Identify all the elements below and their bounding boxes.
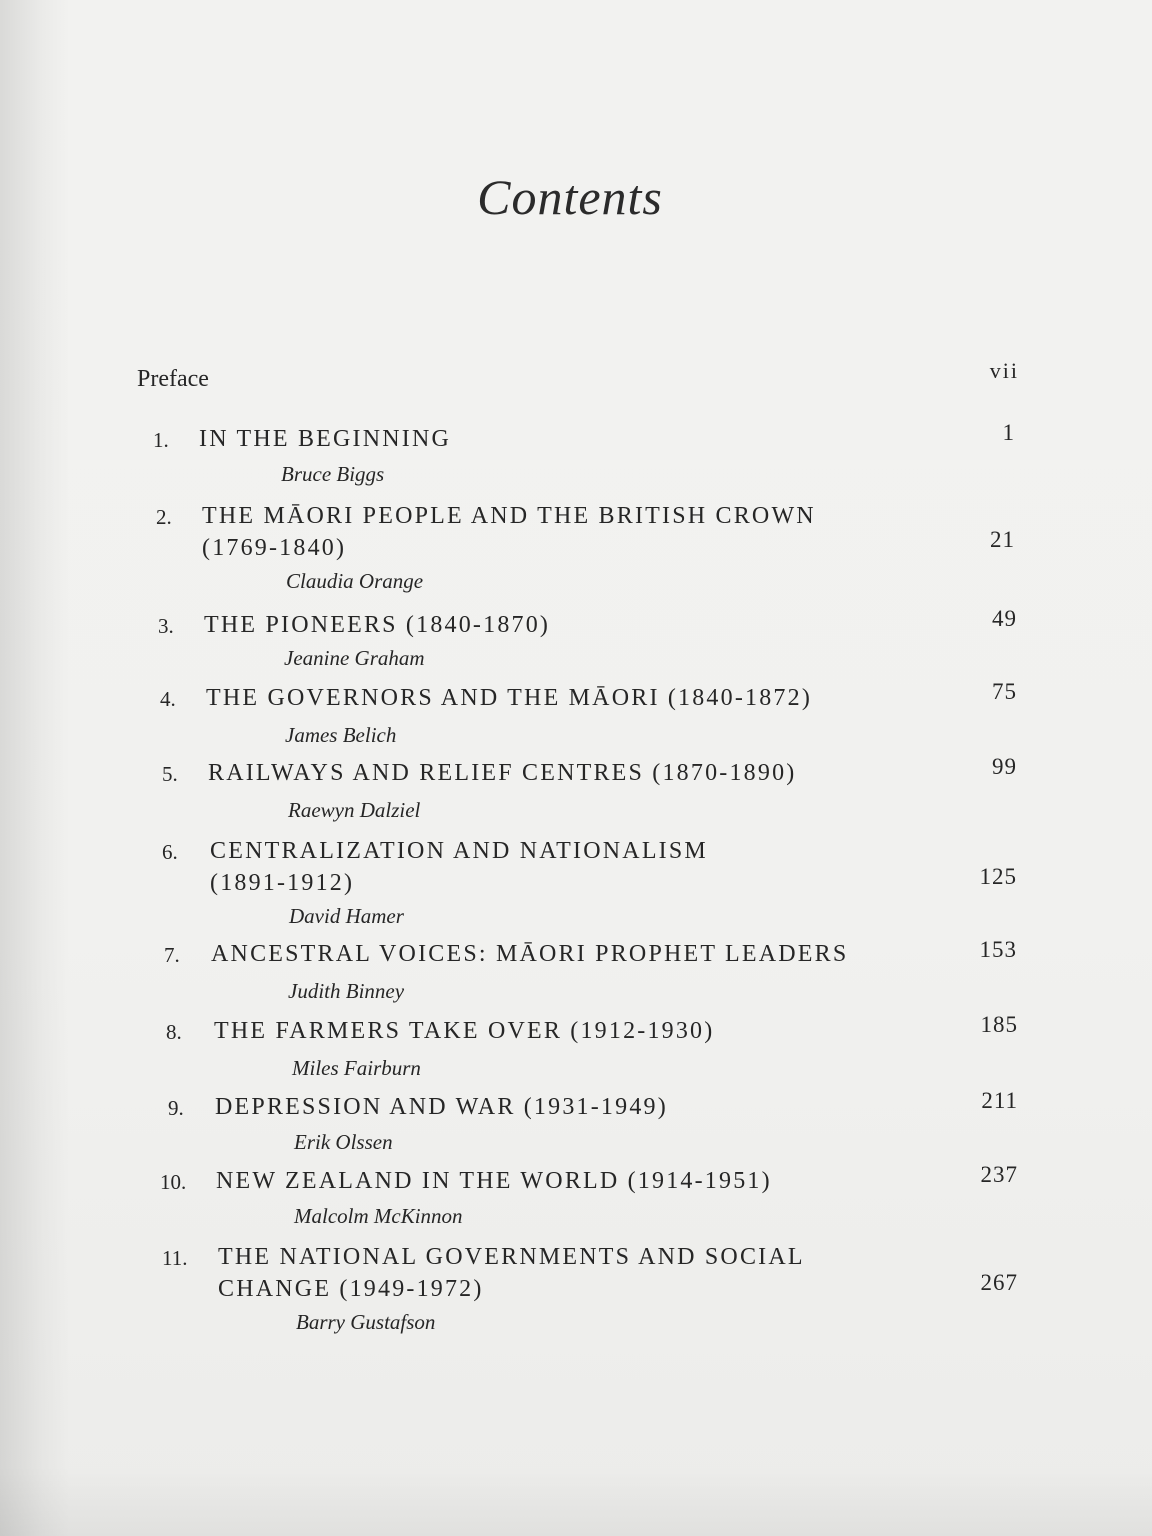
chapter-author: Barry Gustafson xyxy=(296,1310,436,1334)
chapter-author: Miles Fairburn xyxy=(292,1056,421,1080)
chapter-page-number: 237 xyxy=(980,1162,1018,1187)
chapter-page-number: 1 xyxy=(1002,420,1015,445)
chapter-title: ANCESTRAL VOICES: MĀORI PROPHET LEADERS xyxy=(211,941,849,967)
chapter-author: Claudia Orange xyxy=(286,569,424,593)
chapter-page-number: 153 xyxy=(979,937,1017,962)
chapter-number: 6. xyxy=(162,840,178,864)
chapter-title: IN THE BEGINNING xyxy=(199,426,452,452)
chapter-page-number: 185 xyxy=(980,1012,1018,1037)
chapter-title: THE PIONEERS (1840-1870) xyxy=(204,612,551,638)
chapter-author: James Belich xyxy=(285,723,397,747)
chapter-page-number: 21 xyxy=(990,527,1015,552)
chapter-title: THE FARMERS TAKE OVER (1912-1930) xyxy=(214,1018,715,1044)
page-bottom-edge xyxy=(0,1466,1152,1536)
chapter-author: Bruce Biggs xyxy=(281,462,385,486)
toc-entry xyxy=(160,679,1017,747)
chapter-author: Erik Olssen xyxy=(294,1130,393,1154)
preface-entry xyxy=(137,358,1019,400)
toc-entry xyxy=(162,1244,1018,1334)
chapter-title: RAILWAYS AND RELIEF CENTRES (1870-1890) xyxy=(208,760,797,786)
chapter-title: (1769-1840) xyxy=(202,535,347,561)
preface-page-number: vii xyxy=(989,358,1019,383)
chapter-number: 8. xyxy=(166,1020,182,1044)
chapter-title: CENTRALIZATION AND NATIONALISM xyxy=(210,838,708,864)
chapter-title: DEPRESSION AND WAR (1931-1949) xyxy=(215,1094,668,1120)
chapter-page-number: 75 xyxy=(992,679,1017,704)
chapter-number: 7. xyxy=(164,943,180,967)
toc-entry xyxy=(162,838,1017,928)
toc-entry xyxy=(160,1162,1018,1230)
chapter-number: 10. xyxy=(160,1170,187,1194)
chapter-number: 3. xyxy=(158,614,174,638)
chapter-title: NEW ZEALAND IN THE WORLD (1914-1951) xyxy=(216,1168,772,1194)
toc-entry xyxy=(162,754,1017,822)
page-title: Contents xyxy=(477,169,663,225)
preface-label: Preface xyxy=(137,366,209,392)
toc-entry xyxy=(158,606,1017,674)
chapter-number: 2. xyxy=(156,505,172,529)
chapter-title: THE MĀORI PEOPLE AND THE BRITISH CROWN xyxy=(202,503,816,529)
chapter-number: 4. xyxy=(160,687,176,711)
chapter-title: THE NATIONAL GOVERNMENTS AND SOCIAL xyxy=(218,1244,805,1270)
chapter-author: Raewyn Dalziel xyxy=(288,798,421,822)
chapter-page-number: 125 xyxy=(979,864,1017,889)
toc-entry xyxy=(166,1012,1018,1080)
chapter-number: 1. xyxy=(153,428,169,452)
chapter-author: David Hamer xyxy=(289,904,404,928)
chapter-author: Judith Binney xyxy=(288,979,405,1003)
chapter-page-number: 99 xyxy=(992,754,1017,779)
chapter-author: Malcolm McKinnon xyxy=(294,1204,463,1228)
chapter-title: CHANGE (1949-1972) xyxy=(218,1276,484,1302)
chapter-number: 11. xyxy=(162,1246,188,1270)
chapter-author: Jeanine Graham xyxy=(284,646,425,670)
chapter-page-number: 211 xyxy=(981,1088,1018,1113)
gutter-shadow xyxy=(0,0,70,1536)
toc-entry xyxy=(156,503,1015,593)
chapter-page-number: 267 xyxy=(980,1270,1018,1295)
chapter-title: THE GOVERNORS AND THE MĀORI (1840-1872) xyxy=(206,685,813,711)
toc-entry xyxy=(168,1088,1018,1156)
chapter-number: 5. xyxy=(162,762,178,786)
chapter-title: (1891-1912) xyxy=(210,870,355,896)
toc-entry xyxy=(164,937,1017,1003)
chapter-number: 9. xyxy=(168,1096,184,1120)
chapter-page-number: 49 xyxy=(992,606,1017,631)
toc-entry xyxy=(153,420,1015,488)
